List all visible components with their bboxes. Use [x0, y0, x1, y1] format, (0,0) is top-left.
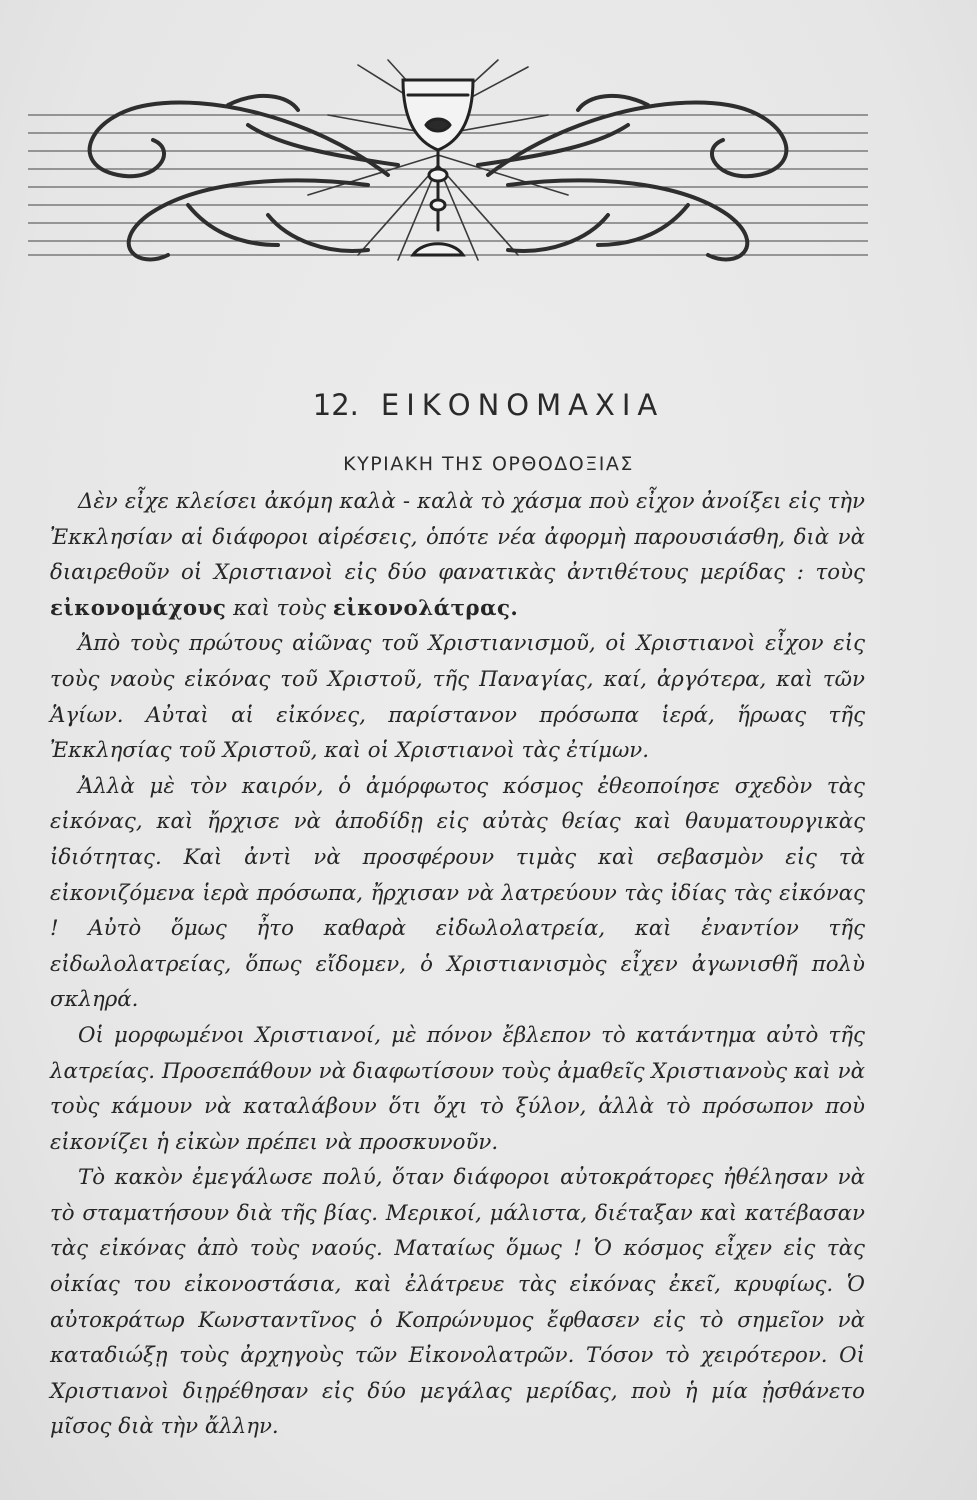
paragraph-3: Ἀλλὰ μὲ τὸν καιρόν, ὁ ἀμόρφωτος κόσμος ἐθεοποίησε σχεδὸν τὰς εἰκόνας, καὶ ἤρχισε νὰ ἀποδίδῃ εἰς αὐτὰς θείας καὶ θαυματουργικὰς ἰδιότητας. Καὶ ἀντὶ νὰ προσφέρουν τιμὰς καὶ σεβασμὸν εἰς τὰ εἰκονιζόμενα ἱερὰ πρόσωπα, ἤρχισαν νὰ λατρεύουν τὰς ἰδίας τὰς εἰκόνας ! Αὐτὸ ὅμως ἦτο καθαρὰ εἰδωλολατρεία, καὶ ἐναντίον τῆς εἰδωλολατρείας, ὅπως εἴδομεν, ὁ Χριστιανισμὸς εἶχεν ἀγωνισθῆ πολὺ σκληρά. — [50, 773, 865, 1013]
chapter-title: ΕΙΚΟΝΟΜΑΧΙΑ — [380, 388, 665, 422]
paragraph-5: Τὸ κακὸν ἐμεγάλωσε πολύ, ὅταν διάφοροι αὐτοκράτορες ἠθέλησαν νὰ τὸ σταματήσουν διὰ τῆς βίας. Μερικοί, μάλιστα, διέταξαν καὶ κατέβασαν τὰς εἰκόνας ἀπὸ τοὺς ναούς. Ματαίως ὅμως ! Ὁ κόσμος εἶχεν εἰς τὰς οἰκίας του εἰκονοστάσια, καὶ ἐλάτρευε τὰς εἰκόνας ἐκεῖ, κρυφίως. Ὁ αὐτοκράτωρ Κωνσταντῖνος ὁ Κοπρώνυμος ἔφθασεν εἰς τὸ σημεῖον νὰ καταδιώξῃ τοὺς ἀρχηγοὺς τῶν Εἰκονολατρῶν. Τόσον τὸ χειρότερον. Οἱ Χριστιανοὶ διῃρέθησαν εἰς δύο μεγάλας μερίδας, ποὺ ἡ μία ᾐσθάνετο μῖσος διὰ τὴν ἄλλην. — [50, 1165, 865, 1440]
chapter-number: 12. — [312, 388, 359, 422]
paragraph-1 — [50, 484, 865, 626]
chapter-subtitle: ΚΥΡΙΑΚΗ ΤΗΣ ΟΡΘΟΔΟΞΙΑΣ — [343, 453, 634, 475]
term-iconodules: εἰκονολάτρας. — [332, 595, 519, 621]
body-text — [50, 484, 865, 1445]
paragraph-1-start: Δὲν εἶχε κλείσει ἀκόμη καλὰ - καλὰ τὸ χάσμα ποὺ εἶχον ἀνοίξει εἰς τὴν Ἐκκλησίαν αἱ διάφοροι αἱρέσεις, ὁπότε νέα ἀφορμὴ παρουσιάσθη, διὰ νὰ διαιρεθοῦν οἱ Χριστιανοὶ εἰς δύο φανατικὰς ἀντιθέτους μερίδας : τοὺς — [50, 489, 865, 586]
paragraph-1-mid: καὶ τοὺς — [233, 595, 327, 621]
term-iconoclasts: εἰκονομάχους — [50, 595, 227, 621]
paragraph-2: Ἀπὸ τοὺς πρώτους αἰῶνας τοῦ Χριστιανισμοῦ, οἱ Χριστιανοὶ εἶχον εἰς τοὺς ναοὺς εἰκόνας τοῦ Χριστοῦ, τῆς Παναγίας, καί, ἀργότερα, καὶ τῶν Ἁγίων. Αὐταὶ αἱ εἰκόνες, παρίστανον πρόσωπα ἱερά, ἥρωας τῆς Ἐκκλησίας τοῦ Χριστοῦ, καὶ οἱ Χριστιανοὶ τὰς ἐτίμων. — [50, 631, 865, 764]
paragraph-4: Οἱ μορφωμένοι Χριστιανοί, μὲ πόνον ἔβλεπον τὸ κατάντημα αὐτὸ τῆς λατρείας. Προσεπάθουν νὰ διαφωτίσουν τοὺς ἀμαθεῖς Χριστιανοὺς καὶ νὰ τοὺς κάμουν νὰ καταλάβουν ὅτι ὄχι τὸ ξύλον, ἀλλὰ τὸ πρόσωπον ποὺ εἰκονίζει ἡ εἰκὼν πρέπει νὰ προσκυνοῦν. — [50, 1022, 865, 1155]
chalice-ornament-icon — [28, 55, 868, 270]
chapter-heading — [0, 388, 977, 422]
